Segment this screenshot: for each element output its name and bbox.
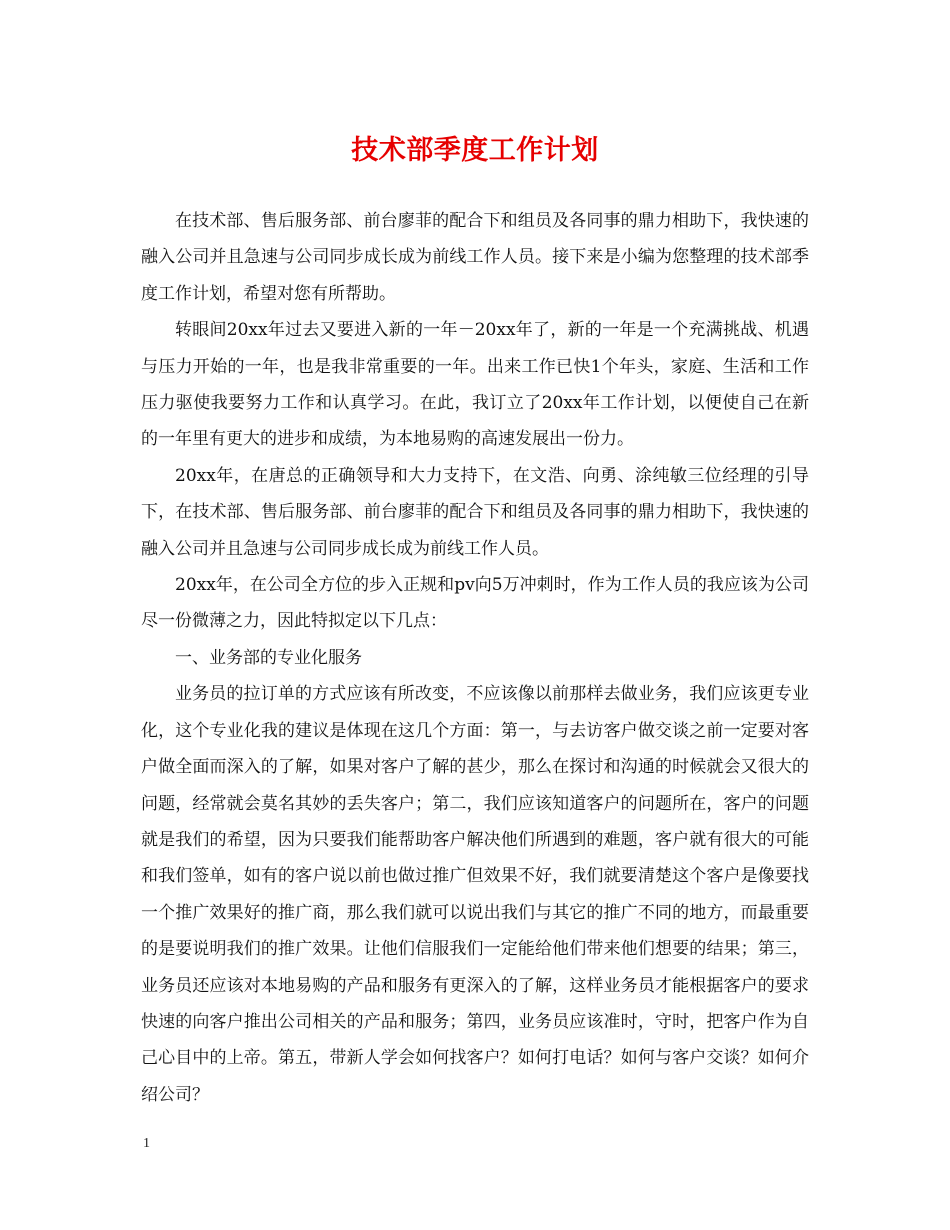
paragraph-leadership: 20xx年，在唐总的正确领导和大力支持下，在文浩、向勇、涂纯敏三位经理的引导下，在技术部、售后服务部、前台廖菲的配合下和组员及各同事的鼎力相助下，我快速的融入公司并且急速与公司同步成长成为前线工作人员。 — [141, 465, 809, 559]
paragraph-new-year: 转眼间20xx年过去又要进入新的一年－20xx年了，新的一年是一个充满挑战、机遇与压力开始的一年，也是我非常重要的一年。出来工作已快1个年头，家庭、生活和工作压力驱使我要努力工作和认真学习。在此，我订立了20xx年工作计划，以便使自己在新的一年里有更大的进步和成绩，为本地易购的高速发展出一份力。 — [141, 320, 809, 450]
section-heading-1: 一、业务部的专业化服务 — [175, 647, 362, 668]
paragraph-plan-points: 20xx年，在公司全方位的步入正规和pv向5万冲刺时，作为工作人员的我应该为公司尽一份微薄之力，因此特拟定以下几点： — [141, 575, 809, 632]
paragraph-intro: 在技术部、售后服务部、前台廖菲的配合下和组员及各同事的鼎力相助下，我快速的融入公司并且急速与公司同步成长成为前线工作人员。接下来是小编为您整理的技术部季度工作计划，希望对您有所帮助。 — [141, 211, 809, 304]
page-number: 1 — [143, 1136, 150, 1151]
document-body — [141, 203, 809, 1113]
paragraph-professional-service: 业务员的拉订单的方式应该有所改变，不应该像以前那样去做业务，我们应该更专业化，这个专业化我的建议是体现在这几个方面：第一，与去访客户做交谈之前一定要对客户做全面而深入的了解，如果对客户了解的甚少，那么在探讨和沟通的时候就会又很大的问题，经常就会莫名其妙的丢失客户；第二，我们应该知道客户的问题所在，客户的问题就是我们的希望，因为只要我们能帮助客户解决他们所遇到的难题，客户就有很大的可能和我们签单，如有的客户说以前也做过推广但效果不好，我们就要清楚这个客户是像要找一个推广效果好的推广商，那么我们就可以说出我们与其它的推广不同的地方，而最重要的是要说明我们的推广效果。让他们信服我们一定能给他们带来他们想要的结果；第三，业务员还应该对本地易购的产品和服务有更深入的了解，这样业务员才能根据客户的要求快速的向客户推出公司相关的产品和服务；第四，业务员应该准时，守时，把客户作为自己心目中的上帝。第五，带新人学会如何找客户？如何打电话？如何与客户交谈？如何介绍公司？ — [141, 684, 809, 1105]
document-title: 技术部季度工作计划 — [351, 135, 599, 166]
